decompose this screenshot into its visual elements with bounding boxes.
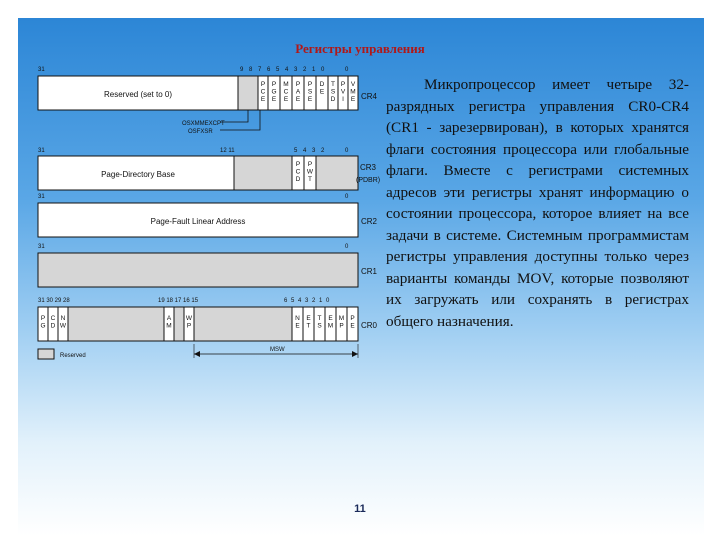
cr2-label: Page-Fault Linear Address: [150, 217, 246, 226]
flag-label: P C D: [295, 161, 301, 183]
flag-label: V M E: [350, 81, 356, 103]
cr3-reserved-low: [316, 156, 358, 190]
msw-arrow-left: [194, 351, 200, 357]
cr3-name-line1: CR3: [360, 163, 377, 172]
flag-label: M C E: [283, 81, 289, 103]
cr4-bit-row: 9 8 7 6 5 4 3 2 1 0: [240, 67, 327, 73]
cr4-bit-high: 31: [38, 67, 45, 73]
cr2-bit-low: 0: [345, 194, 349, 200]
flag-label: P A E: [295, 81, 301, 103]
cr4-name: CR4: [361, 92, 378, 101]
cr4-flag-labels: [261, 81, 356, 103]
flag-label: E T: [306, 315, 311, 330]
slide-title: Регистры управления: [295, 41, 425, 56]
flag-label: T S: [317, 315, 322, 330]
cr0-reserved-2: [174, 307, 184, 341]
flag-label: D E: [319, 81, 325, 96]
msw-arrow-right: [352, 351, 358, 357]
cr0-bit-high: 31 30 29 28: [38, 298, 70, 304]
cr3-bit-high: 31: [38, 148, 45, 154]
legend-reserved-label: Reserved: [60, 353, 86, 359]
flag-label: M P: [338, 315, 345, 330]
cr3-base-label: Page-Directory Base: [101, 170, 175, 179]
flag-label: E M: [327, 315, 334, 330]
cr1-bit-high: 31: [38, 244, 45, 250]
cr3-name-line2: (PDBR): [356, 177, 380, 184]
flag-label: P W T: [306, 161, 314, 183]
cr3-bit-row: 5 4 3 2: [294, 148, 327, 154]
flag-label: N W: [59, 315, 67, 330]
cr2-name: CR2: [361, 217, 378, 226]
flag-label: P G E: [271, 81, 277, 103]
flag-label: N E: [295, 315, 300, 330]
cr1-field: [38, 253, 358, 287]
flag-label: P E: [350, 315, 355, 330]
flag-label: C D: [50, 315, 56, 330]
msw-label: MSW: [270, 347, 285, 353]
cr4-note-leader: [220, 110, 260, 130]
flag-label: P S E: [307, 81, 313, 103]
cr4-note-line2: OSFXSR: [188, 129, 213, 135]
flag-label: P V I: [340, 81, 346, 103]
control-registers-diagram: [30, 62, 380, 367]
cr1-bit-low: 0: [345, 244, 349, 250]
flag-label: P C E: [260, 81, 266, 103]
slide-body-text: Микропроцессор имеет четыре 32-разрядных регистра управления CR0-CR4 (CR1 - зарезервирован), в которых хранятся флаги состояния процессора или глобальные флаги. Вместе с регистрами системных адресов эти регистры хранят информацию о состоянии процессора, которое влияет на все задачи в системе. Системным программистам регистры управления доступны только через варианты команды MOV, которые позволяют их загружать или сохранять в регистрах общего назначения.: [386, 76, 689, 330]
cr2-bit-high: 31: [38, 194, 45, 200]
cr0-reserved-1: [68, 307, 164, 341]
flag-label: W P: [185, 315, 193, 330]
cr3-bit-low: 0: [345, 148, 349, 154]
legend-reserved-swatch: [38, 349, 54, 359]
cr3-bit-mid: 12 11: [220, 148, 235, 154]
flag-label: P G: [40, 315, 46, 330]
cr0-bit-low: 6 5 4 3 2 1 0: [284, 298, 331, 304]
flag-label: A M: [166, 315, 172, 330]
flag-label: T S D: [330, 81, 336, 103]
page-number: 11: [354, 503, 366, 515]
cr4-note-line1: OSXMMEXCPT: [182, 121, 225, 127]
cr4-reserved-bits: [238, 76, 258, 110]
cr3-reserved-high: [234, 156, 292, 190]
cr4-reserved-label: Reserved (set to 0): [103, 90, 173, 99]
cr0-reserved-3: [194, 307, 292, 341]
cr0-name: CR0: [361, 321, 378, 330]
cr4-bit-low: 0: [345, 67, 349, 73]
cr0-bit-mid: 19 18 17 16 15: [158, 298, 199, 304]
cr1-name: CR1: [361, 267, 378, 276]
